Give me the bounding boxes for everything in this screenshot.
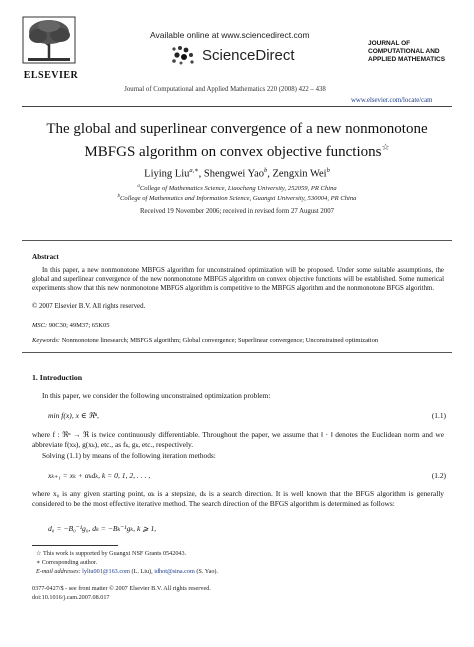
header-divider <box>22 106 452 107</box>
journal-name-line: APPLIED MATHEMATICS <box>368 56 446 63</box>
author-name: Zengxin Wei <box>272 168 327 180</box>
footnote-funding: ☆ This work is supported by Guangxi NSF Grants 0542043. <box>36 550 187 557</box>
author-affiliation-mark[interactable]: b <box>326 167 330 174</box>
affiliation-text: College of Mathematics Science, Liaocheng University, 252059, PR China <box>139 185 337 193</box>
footnote-corresponding: ∗ Corresponding author. <box>36 559 98 566</box>
equation: xₖ₊₁ = xₖ + αₖdₖ, k = 0, 1, 2, . . . , <box>48 471 151 480</box>
title-line-2: MBFGS algorithm on convex objective functions <box>84 144 382 160</box>
affiliation-mark: b <box>117 194 121 199</box>
footnote-divider <box>32 545 118 546</box>
author-affiliation-mark[interactable]: b <box>264 167 268 174</box>
paragraph: where x₀ is any given starting point, αₖ is a stepsize, dₖ is a search direction. It is well known that the BFGS algorithm is generally considered to be the most effective iterative method. The search direction of the BFGS algorithm is determined as follows: <box>32 489 444 508</box>
journal-name-line: JOURNAL OF <box>368 40 411 47</box>
author-name: Liying Liu <box>144 168 190 180</box>
affiliation-text: College of Mathematics and Information Science, Guangxi University, 530004, PR China <box>120 195 357 203</box>
equation-number: (1.1) <box>431 411 446 420</box>
elsevier-tree-icon <box>22 16 76 64</box>
author-list: Liying Liu$^{a,∗}$, Shengwei Yao$^b$, Zengxin Wei$^b$ <box>144 167 330 180</box>
affiliation <box>20 184 454 192</box>
sciencedirect-logo <box>168 44 295 66</box>
elsevier-logo <box>22 16 80 81</box>
paragraph: where f : ℜⁿ → ℜ is twice continuously differentiable. Throughout the paper, we assume that ‖ · ‖ denotes the Euclidean norm and we abbreviate f(xₖ), g(xₖ), etc., as fₖ, gₖ, etc., respectively. <box>32 430 444 449</box>
abstract-bottom-divider <box>22 352 452 353</box>
equation: min f(x), x ∈ ℜⁿ, <box>48 411 99 420</box>
affiliation-mark: a <box>137 184 140 189</box>
journal-url-link[interactable]: www.elsevier.com/locate/cam <box>351 97 433 104</box>
email-label: E-mail addresses: <box>36 568 81 575</box>
footer-issn: 0377-0427/$ - see front matter © 2007 Elsevier B.V. All rights reserved. <box>32 585 211 592</box>
paper-title <box>20 120 454 161</box>
title-line-1: The global and superlinear convergence of a new nonmonotone <box>46 121 428 137</box>
msc-codes <box>32 322 109 329</box>
keywords <box>32 337 378 344</box>
equation-number: (1.2) <box>431 471 446 480</box>
equation: d₀ = −B₀⁻¹g₀, dₖ = −Bₖ⁻¹gₖ, k ⩾ 1, <box>48 524 157 533</box>
email-link[interactable]: idhot@sina.com <box>154 568 195 575</box>
paragraph: Solving (1.1) by means of the following iteration methods: <box>42 451 216 460</box>
abstract-copyright: © 2007 Elsevier B.V. All rights reserved. <box>32 303 146 310</box>
msc-value: 90C30; 49M37; 65K05 <box>48 322 110 329</box>
keywords-label: Keywords: <box>32 337 60 344</box>
journal-name-line: COMPUTATIONAL AND <box>368 48 440 55</box>
email-tail: (S. Yao). <box>194 568 219 575</box>
paragraph: In this paper, we consider the following unconstrained optimization problem: <box>42 391 271 400</box>
footer-doi: doi:10.1016/j.cam.2007.08.017 <box>32 594 110 601</box>
sciencedirect-dots-icon <box>168 44 198 66</box>
abstract-heading: Abstract <box>32 253 59 261</box>
publisher-name: ELSEVIER <box>23 70 79 81</box>
affiliation <box>20 194 454 202</box>
title-footnote-mark[interactable]: ☆ <box>381 142 390 152</box>
email-separator: (L. Liu), <box>129 568 155 575</box>
footnote-emails <box>36 568 218 575</box>
available-online-text: Available online at www.sciencedirect.com <box>150 30 310 40</box>
received-dates: Received 19 November 2006; received in revised form 27 August 2007 <box>139 208 335 215</box>
author-affiliation-mark[interactable]: a,∗ <box>189 167 199 174</box>
journal-name <box>368 40 462 64</box>
msc-label: MSC: <box>32 322 48 329</box>
keywords-value: Nonmonotone linesearch; MBFGS algorithm; Global convergence; Superlinear convergence; Unconstrained optimization <box>61 337 379 344</box>
journal-citation: Journal of Computational and Applied Mathematics 220 (2008) 422 – 438 <box>124 86 326 93</box>
section-heading: 1. Introduction <box>32 373 83 382</box>
abstract-body: In this paper, a new nonmonotone MBFGS algorithm for unconstrained optimization will be proposed. Under some suitable assumptions, the global and superlinear convergence of the new nonmonotone MBFGS algorithm on convex objective functions will be established. Some numerical experiments show that this new nonmonotone MBFGS algorithm is competitive to the MBFGS algorithm and the nonmonotone BFGS algorithm. <box>32 267 444 292</box>
abstract-top-divider <box>22 240 452 241</box>
author-name: Shengwei Yao <box>203 168 265 180</box>
sciencedirect-brand: ScienceDirect <box>202 46 295 64</box>
email-link[interactable]: lyliu001@163.com <box>82 568 130 575</box>
